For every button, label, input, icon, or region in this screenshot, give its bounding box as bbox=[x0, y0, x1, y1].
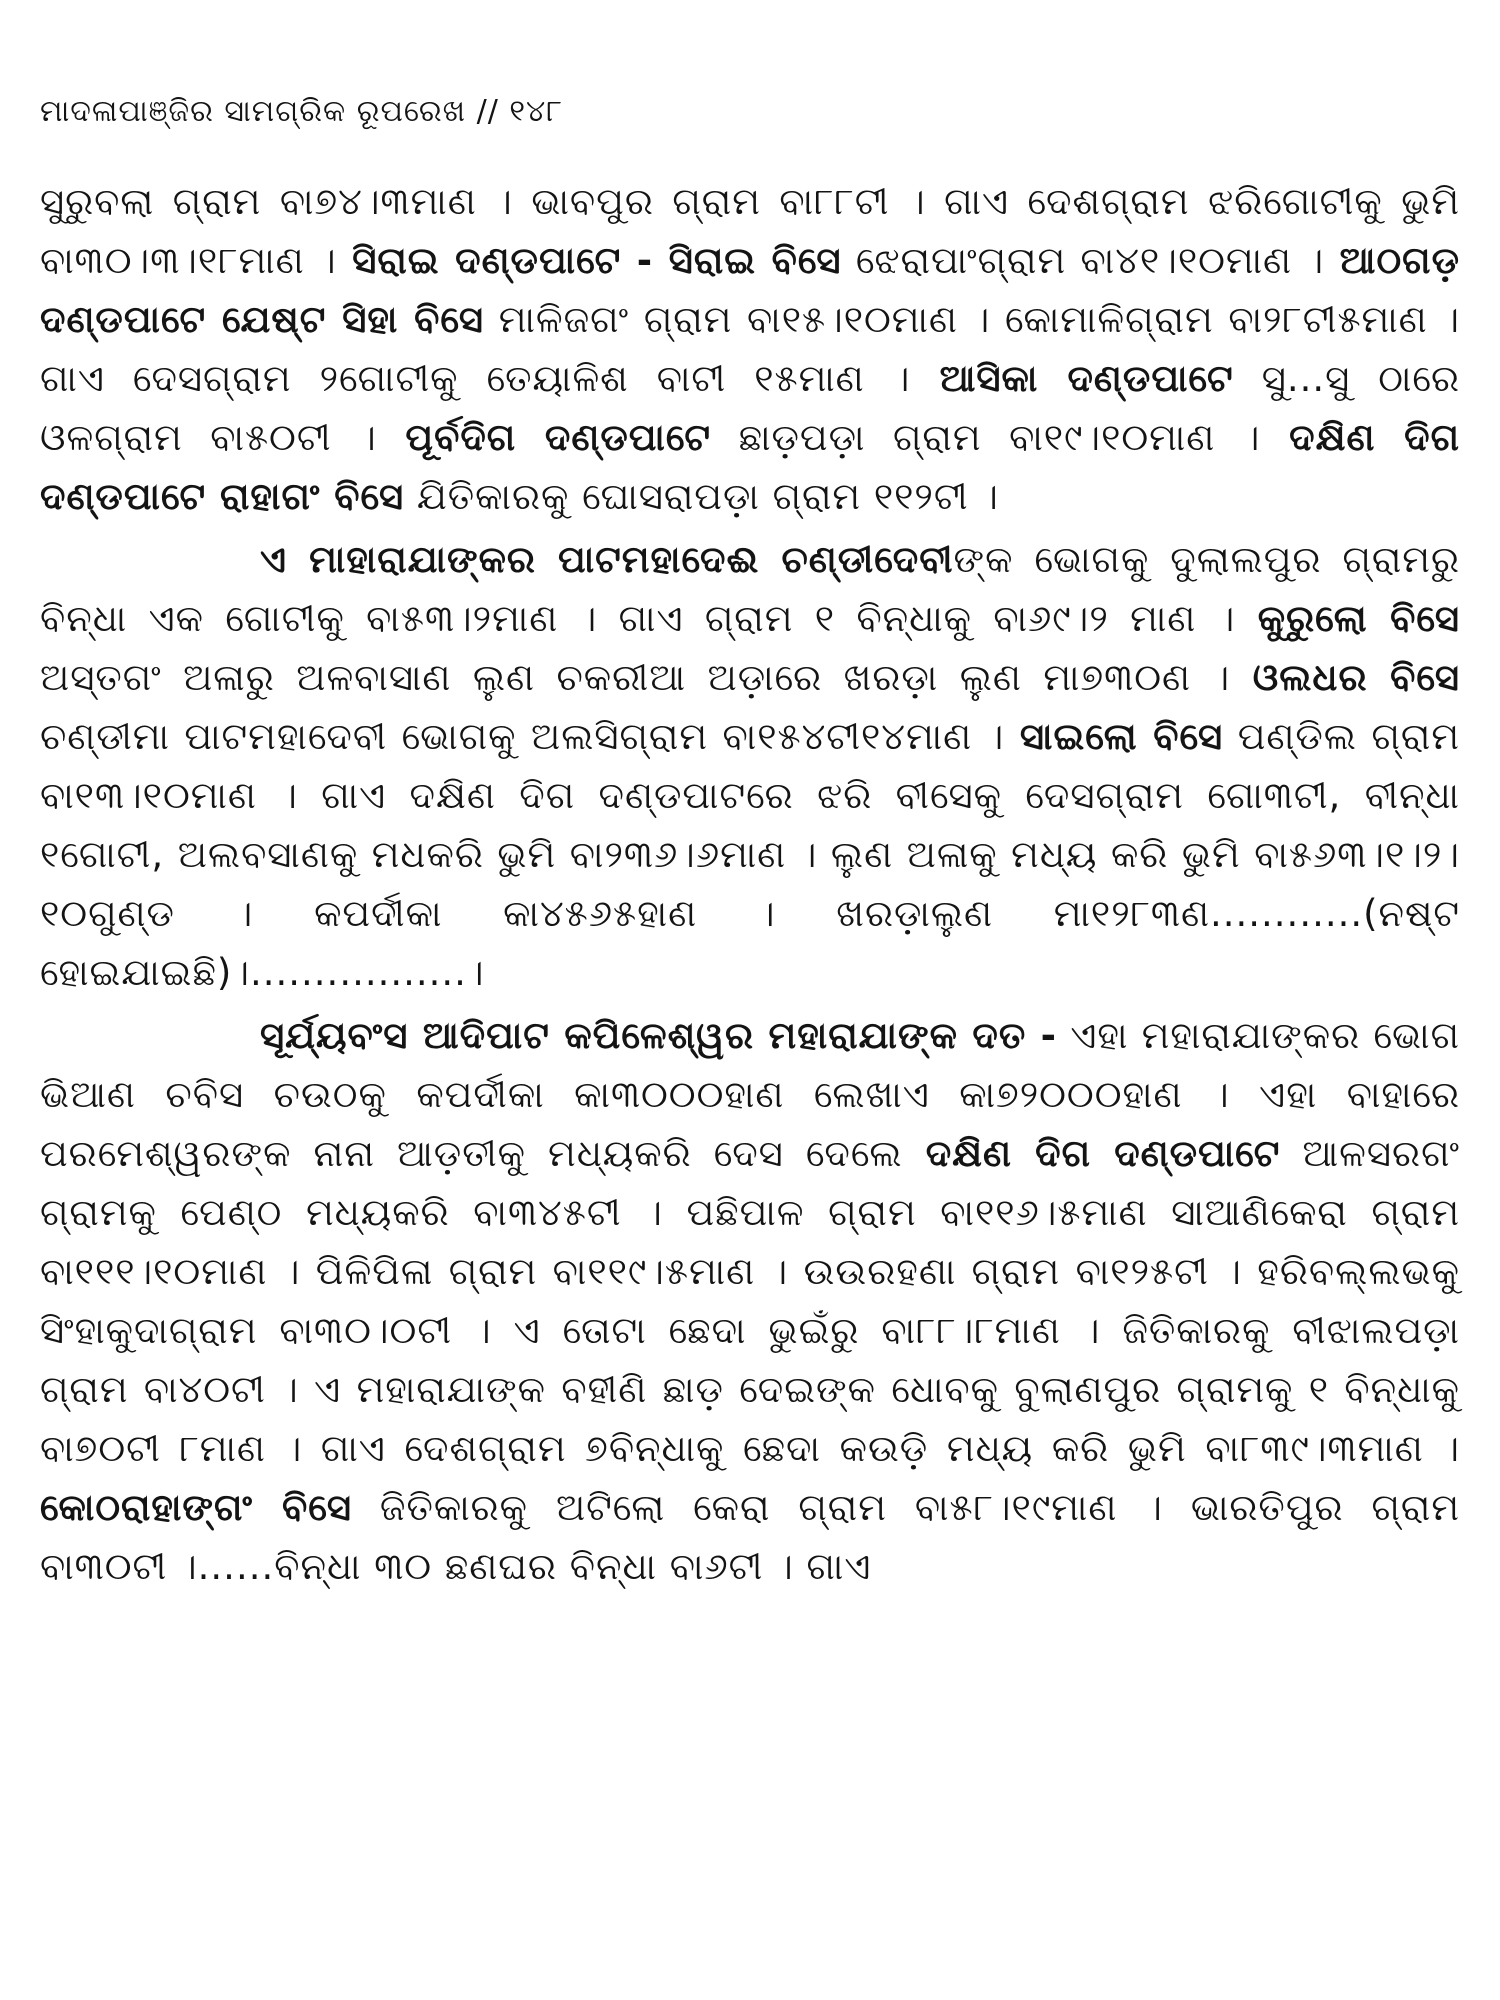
body-text-segment: ସୁରୁବଲା ଗ୍ରାମ ବା୭୪।୩ମାଣ । ଭାବପୁର ଗ୍ରାମ ବା୮୮ଟୀ । ଗାଏ ଦେଶଗ୍ରାମ ଝରିଗୋଟୀକୁ ଭୁମି ବା୩୦।୩।୧୮ମାଣ । bbox=[40, 180, 1460, 282]
bold-heading-text: ଆସିକା ଦଣ୍ଡପାଟେ bbox=[910, 357, 1234, 400]
body-text-segment: ଝେରାପାଂଗ୍ରାମ ବା୪୧।୧୦ମାଣ । bbox=[841, 239, 1325, 282]
body-text-segment: ଙ୍କ ଭୋଗକୁ ଦୁଲାଲପୁର ଗ୍ରାମରୁ ବିନ୍ଧା ଏକ ଗୋଟୀକୁ ବା୫୩।୨ମାଣ । ଗାଏ ଗ୍ରାମ ୧ ବିନ୍ଧାକୁ ବା୬୯।୨ ମାଣ । bbox=[40, 538, 1460, 640]
body-text-segment: ମାଳିଜଗଂ ଗ୍ରାମ ବା୧୫।୧୦ମାଣ । କୋମାଳିଗ୍ରାମ ବା୨୮ଟୀ୫ମାଣ । ଗାଏ ଦେସଗ୍ରାମ ୨ଗୋଟୀକୁ ତେୟାଳିଶ ବାଟୀ ୧୫ମାଣ । bbox=[40, 298, 1460, 400]
body-text-segment: ପଣ୍ଡିଲ ଗ୍ରାମ ବା୧୩।୧୦ମାଣ । ଗାଏ ଦକ୍ଷିଣ ଦିଗ ଦଣ୍ଡପାଟରେ ଝରି ବୀସେକୁ ଦେସଗ୍ରାମ ଗୋ୩ଟୀ, ବୀନ୍ଧା ୧ଗୋଟୀ, ଅଲବସାଣକୁ ମଧକରି ଭୁମି ବା୨୩୬।୬ମାଣ । ଲୁଣ ଅଳାକୁ ମଧ୍ୟ କରି ଭୁମି ବା୫୬୩।୧।୨।୧୦ଗୁଣ୍ଡ । କପର୍ଦୀକା କା୪୫୬୫ହାଣ । ଖରଡ଼ାଲୁଣ ମା୧୨୮୩ଣ............(ନଷ୍ଟ ହୋଇଯାଇଛି)।.................। bbox=[40, 715, 1460, 994]
body-text-segment: ଚଣ୍ଡୀମା ପାଟମହାଦେବୀ ଭୋଗକୁ ଅଲସିଗ୍ରାମ ବା୧୫୪ଟୀ୧୪ମାଣ । bbox=[40, 715, 1005, 758]
paragraph bbox=[40, 530, 1460, 1002]
body-text-segment: ଜିତିକାରକୁ ଅଟିଲୋ କେରା ଗ୍ରାମ ବା୫୮।୧୯ମାଣ । ଭାରତିପୁର ଗ୍ରାମ ବା୩୦ଟୀ ।......ବିନ୍ଧା ୩୦ ଛଣଘର ବିନ୍ଧା ବା୬ଟୀ । ଗାଏ bbox=[40, 1486, 1460, 1588]
bold-heading-text: ସିରାଇ ଦଣ୍ଡପାଟେ - ସିରାଇ ବିସେ bbox=[336, 239, 842, 282]
body-text-segment: ଅସ୍ତଗଂ ଅଳାରୁ ଅଳବାସାଣ ଲୁଣ ଚକରୀଆ ଅଡ଼ାରେ ଖରଡ଼ା ଲୁଣ ମା୭୩୦ଣ । bbox=[40, 656, 1231, 699]
bold-heading-text: ପୂର୍ବଦିଗ ଦଣ୍ଡପାଟେ bbox=[376, 416, 712, 459]
bold-heading-text: ସୂର୍ଯ୍ୟବଂସ ଆଦିପାଟ କପିଳେଶ୍ୱର ମହାରାଯାଙ୍କ ଦତ - bbox=[260, 1014, 1058, 1057]
paragraph bbox=[40, 172, 1460, 526]
bold-heading-text: ଦକ୍ଷିଣ ଦିଗ ଦଣ୍ଡପାଟେ ରାହାଗଂ ବିସେ bbox=[40, 416, 1460, 518]
bold-heading-text: ଏ ମାହାରାଯାଙ୍କର ପାଟମହାଦେଈ ଚଣ୍ଡୀଦେବୀ bbox=[260, 538, 954, 581]
bold-heading-text: କୁରୁଲୋ ବିସେ bbox=[1235, 597, 1460, 640]
body-text-segment: ଏହା ମହାରାଯାଙ୍କର ଭୋଗ ଭିଆଣ ଚବିସ ଚଉଠକୁ କପର୍ଦୀକା କା୩୦୦୦ହାଣ ଲେଖାଏ କା୭୨୦୦୦ହାଣ । ଏହା ବାହାରେ ପରମେଶ୍ୱରଙ୍କ ନାନା ଆଡ଼ତୀକୁ ମଧ୍ୟକରି ଦେସ ଦେଲେ bbox=[40, 1014, 1460, 1175]
running-header: ମାଦଳାପାଞ୍ଜିର ସାମଗ୍ରିକ ରୂପରେଖ // ୧୪୮ bbox=[40, 94, 563, 129]
bold-heading-text: ଓଲଧର ବିସେ bbox=[1230, 656, 1460, 699]
bold-heading-text: ଦକ୍ଷିଣ ଦିଗ ଦଣ୍ଡପାଟେ bbox=[902, 1132, 1281, 1175]
paragraph bbox=[40, 1006, 1460, 1596]
bold-heading-text: କୋଠରାହାଙ୍ଗଂ ବିସେ bbox=[40, 1486, 352, 1529]
body-text-segment: ଆଳସରଗଂ ଗ୍ରାମକୁ ପେଣ୍ଠ ମଧ୍ୟକରି ବା୩୪୫ଟୀ । ପଛିପାଳ ଗ୍ରାମ ବା୧୧୬।୫ମାଣ ସାଆଣିକେରା ଗ୍ରାମ ବା୧୧୧।୧୦ମାଣ । ପିଳିପିଳା ଗ୍ରାମ ବା୧୧୯।୫ମାଣ । ଉଉରହଣା ଗ୍ରାମ ବା୧୨୫ଟୀ । ହରିବଲ୍ଲଭକୁ ସିଂହାକୁଦାଗ୍ରାମ ବା୩୦।୦ଟୀ । ଏ ତୋଟା ଛେଦା ଭୁଇଁରୁ ବା୮୮।୮ମାଣ । ଜିତିକାରକୁ ବୀଝାଲପଡ଼ା ଗ୍ରାମ ବା୪୦ଟୀ । ଏ ମହାରାଯାଙ୍କ ବହୀଣି ଛାଡ଼ ଦେଇଙ୍କ ଧୋବକୁ ବୁଲାଣପୁର ଗ୍ରାମକୁ ୧ ବିନ୍ଧାକୁ ବା୭୦ଟୀ ୮ମାଣ । ଗାଏ ଦେଶଗ୍ରାମ ୭ବିନ୍ଧାକୁ ଛେଦା କଉଡ଼ି ମଧ୍ୟ କରି ଭୁମି ବା୮୩୯।୩ମାଣ । bbox=[40, 1132, 1460, 1470]
body-text-segment: ଯିତିକାରକୁ ଘୋସରାପଡ଼ା ଗ୍ରାମ ୧୧୨ଟୀ । bbox=[404, 475, 999, 518]
bold-heading-text: ଆଠଗଡ଼ ଦଣ୍ଡପାଟେ ଯେଷ୍ଟ ସିହା ବିସେ bbox=[40, 239, 1460, 341]
body-text-segment: ସୁ...ସୁ ଠାରେ ଓଳଗ୍ରାମ ବା୫୦ଟୀ । bbox=[40, 357, 1460, 459]
body-text bbox=[40, 172, 1460, 1596]
bold-heading-text: ସାଇଲୋ ବିସେ bbox=[1004, 715, 1224, 758]
body-text-segment: ଛାଡ଼ପଡ଼ା ଗ୍ରାମ ବା୧୯।୧୦ମାଣ । bbox=[711, 416, 1261, 459]
